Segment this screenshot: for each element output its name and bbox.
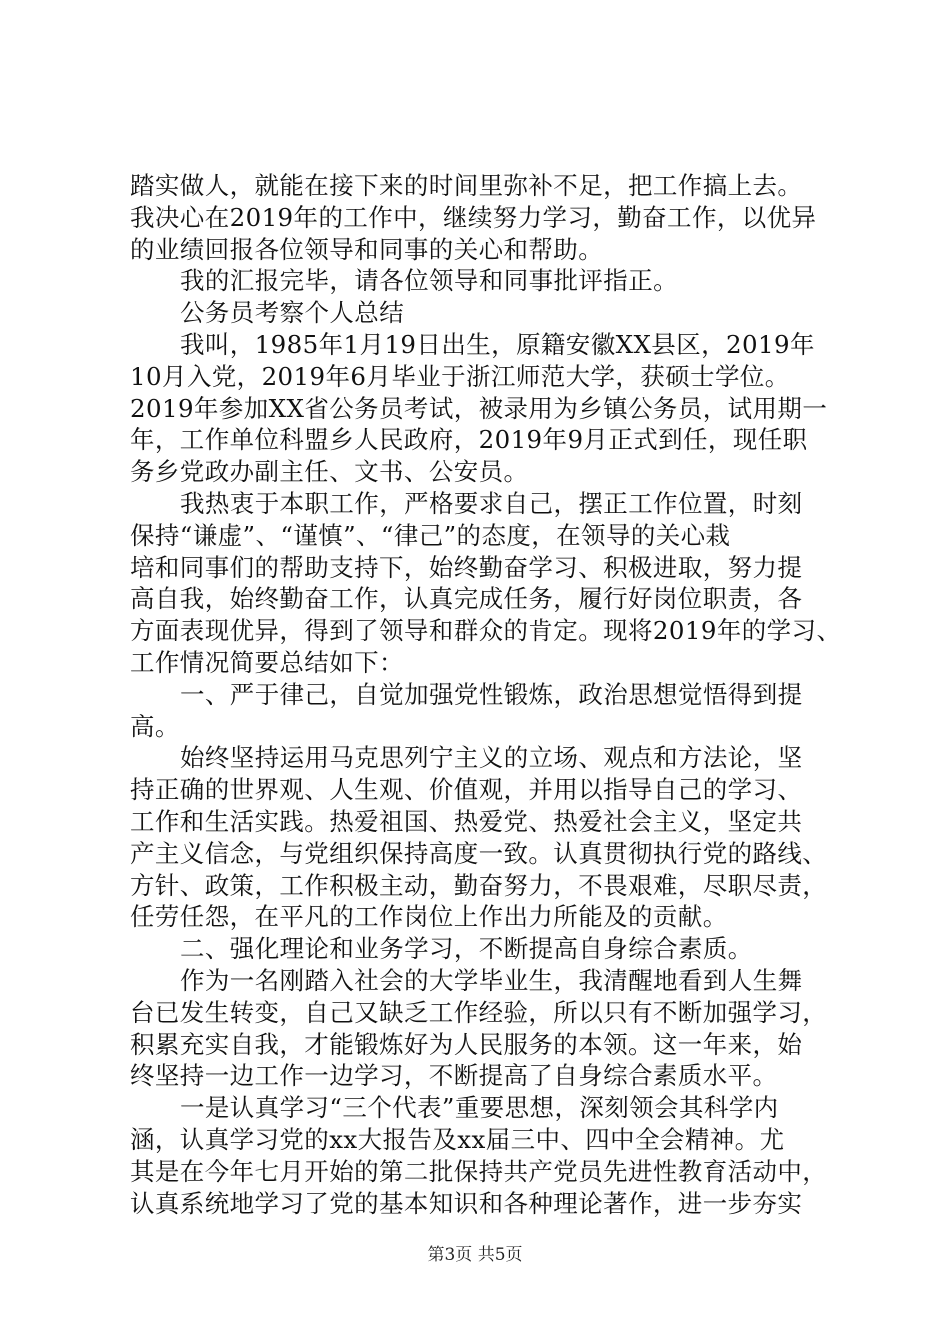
- text-line: 我叫，1985年1月19日出生，原籍安徽XX县区，2019年: [180, 329, 815, 359]
- text-line: 一是认真学习“三个代表”重要思想，深刻领会其科学内: [180, 1093, 779, 1123]
- text-line: 的业绩回报各位领导和同事的关心和帮助。: [130, 234, 604, 264]
- text-line: 产主义信念，与党组织保持高度一致。认真贯彻执行党的路线、: [130, 838, 828, 868]
- text-line: 认真系统地学习了党的基本知识和各种理论著作，进一步夯实: [130, 1188, 803, 1218]
- text-line: 10月入党，2019年6月毕业于浙江师范大学，获硕士学位。: [130, 361, 790, 391]
- text-line: 年，工作单位科盟乡人民政府，2019年9月正式到任，现任职: [130, 425, 808, 455]
- text-line: 我热衷于本职工作，严格要求自己，摆正工作位置，时刻: [180, 488, 803, 518]
- page-footer: 第3页 共5页: [427, 1245, 523, 1265]
- text-line: 我的汇报完毕，请各位领导和同事批评指正。: [180, 266, 678, 296]
- text-line: 我决心在2019年的工作中，继续努力学习，勤奋工作，以优异: [130, 202, 817, 232]
- text-line: 2019年参加XX省公务员考试，被录用为乡镇公务员，试用期一: [130, 393, 828, 423]
- text-line: 公务员考察个人总结: [180, 298, 405, 328]
- text-line: 任劳任怨，在平凡的工作岗位上作出力所能及的贡献。: [130, 902, 728, 932]
- text-line: 工作和生活实践。热爱祖国、热爱党、热爱社会主义，坚定共: [130, 806, 803, 836]
- text-line: 高自我，始终勤奋工作，认真完成任务，履行好岗位职责，各: [130, 584, 803, 614]
- text-line: 涵，认真学习党的xx大报告及xx届三中、四中全会精神。尤: [130, 1124, 785, 1154]
- text-line: 作为一名刚踏入社会的大学毕业生，我清醒地看到人生舞: [180, 965, 803, 995]
- text-line: 一、严于律己，自觉加强党性锻炼，政治思想觉悟得到提: [180, 679, 803, 709]
- text-line: 保持“谦虚”、“谨慎”、“律己”的态度，在领导的关心栽: [130, 520, 731, 550]
- document-body: [130, 170, 840, 1219]
- text-line: 工作情况简要总结如下：: [130, 647, 404, 677]
- text-line: 其是在今年七月开始的第二批保持共产党员先进性教育活动中，: [130, 1156, 828, 1186]
- text-line: 踏实做人，就能在接下来的时间里弥补不足，把工作搞上去。: [130, 171, 803, 200]
- text-line: 培和同事们的帮助支持下，始终勤奋学习、积极进取，努力提: [130, 552, 803, 582]
- text-line: 台已发生转变，自己又缺乏工作经验，所以只有不断加强学习，: [130, 997, 828, 1027]
- text-line: 始终坚持运用马克思列宁主义的立场、观点和方法论，坚: [180, 743, 803, 773]
- text-line: 方面表现优异，得到了领导和群众的肯定。现将2019年的学习、: [130, 616, 842, 646]
- text-line: 终坚持一边工作一边学习，不断提高了自身综合素质水平。: [130, 1061, 778, 1091]
- text-line: 方针、政策，工作积极主动，勤奋努力，不畏艰难，尽职尽责，: [130, 870, 828, 900]
- text-line: 持正确的世界观、人生观、价值观，并用以指导自己的学习、: [130, 775, 803, 805]
- text-line: 务乡党政办副主任、文书、公安员。: [130, 457, 529, 487]
- text-line: 积累充实自我，才能锻炼好为人民服务的本领。这一年来，始: [130, 1029, 803, 1059]
- text-line: 高。: [130, 711, 180, 741]
- text-line: 二、强化理论和业务学习，不断提高自身综合素质。: [180, 934, 753, 964]
